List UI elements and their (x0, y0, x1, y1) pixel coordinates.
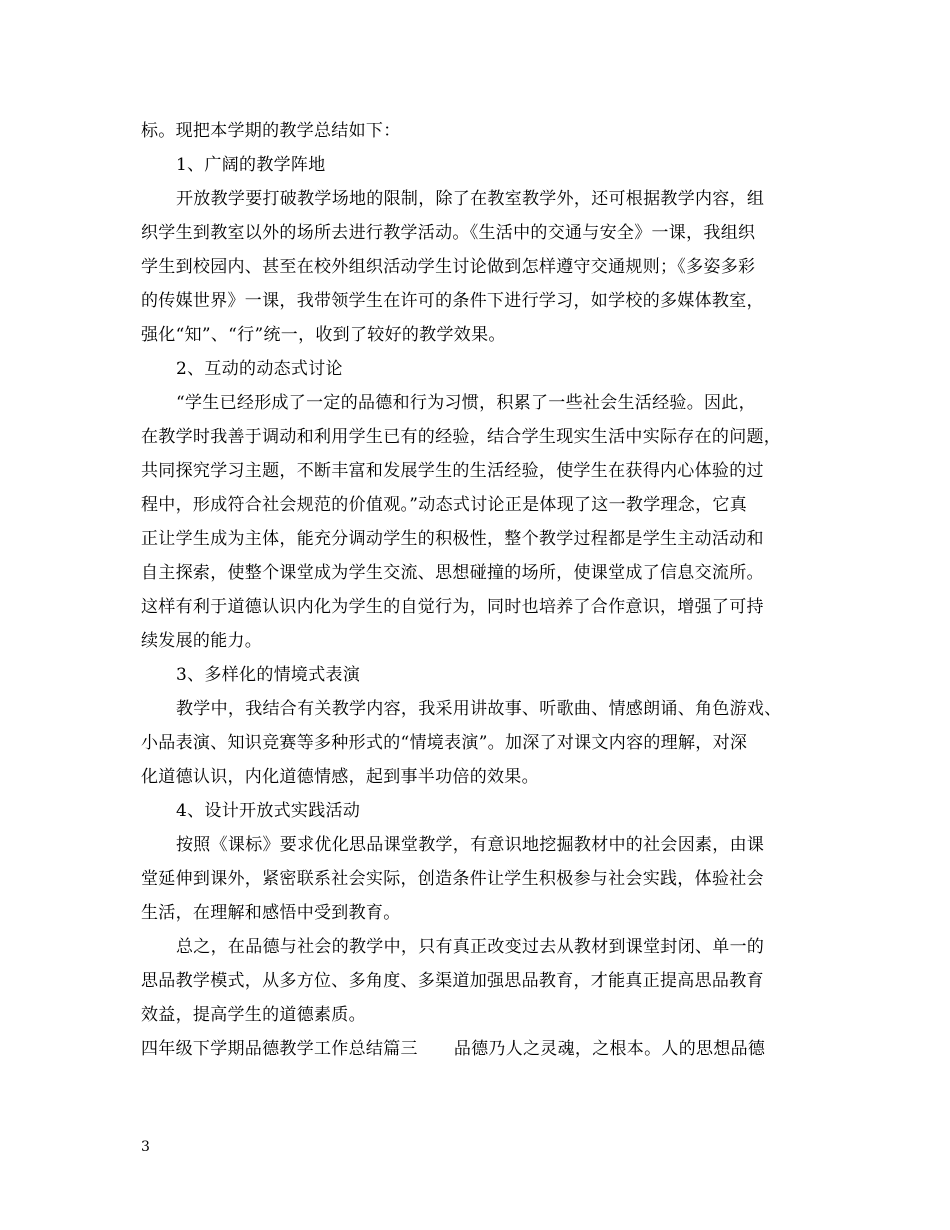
text-line: 堂延伸到课外，紧密联系社会实际，创造条件让学生积极参与社会实践，体验社会 (141, 869, 764, 889)
text-line: “学生已经形成了一定的品德和行为习惯，积累了一些社会生活经验。因此， (176, 393, 756, 413)
document-body (141, 114, 831, 1066)
section-heading-3: 3、多样化的情境式表演 (176, 665, 361, 685)
section-heading-4: 4、设计开放式实践活动 (176, 801, 361, 821)
text-line: 按照《课标》要求优化思品课堂教学，有意识地挖掘教材中的社会因素，由课 (176, 835, 765, 855)
text-line: 的传媒世界》一课，我带领学生在许可的条件下进行学习，如学校的多媒体教室， (141, 291, 764, 311)
text-line: 自主探索，使整个课堂成为学生交流、思想碰撞的场所，使课堂成了信息交流所。 (141, 563, 764, 583)
text-line: 总之，在品德与社会的教学中，只有真正改变过去从教材到课堂封闭、单一的 (176, 937, 765, 957)
text-line: 在教学时我善于调动和利用学生已有的经验，结合学生现实生活中实际存在的问题， (141, 427, 782, 447)
text-line: 小品表演、知识竞赛等多种形式的“情境表演”。加深了对课文内容的理解，对深 (141, 733, 748, 753)
text-line: 正让学生成为主体，能充分调动学生的积极性，整个教学过程都是学生主动活动和 (141, 529, 764, 549)
page-number: 3 (141, 1139, 150, 1155)
text-line: 标。现把本学期的教学总结如下： (141, 121, 401, 141)
text-line: 这样有利于道德认识内化为学生的自觉行为，同时也培养了合作意识，增强了可持 (141, 597, 764, 617)
text-line: 效益，提高学生的道德素质。 (141, 1005, 366, 1025)
final-line (141, 1032, 831, 1066)
text-line: 化道德认识，内化道德情感，起到事半功倍的效果。 (141, 767, 539, 787)
text-line: 开放教学要打破教学场地的限制，除了在教室教学外，还可根据教学内容，组 (176, 189, 765, 209)
text-line: 程中，形成符合社会规范的价值观。”动态式讨论正是体现了这一教学理念，它真 (141, 495, 747, 515)
section-heading-1: 1、广阔的教学阵地 (176, 155, 326, 175)
text-line: 织学生到教室以外的场所去进行教学活动。《生活中的交通与安全》一课，我组织 (141, 223, 756, 243)
section-heading-2: 2、互动的动态式讨论 (176, 359, 343, 379)
text-line: 教学中，我结合有关教学内容，我采用讲故事、听歌曲、情感朗诵、角色游戏、 (176, 699, 782, 719)
section-title: 四年级下学期品德教学工作总结篇三 (141, 1039, 418, 1059)
text-line: 共同探究学习主题，不断丰富和发展学生的生活经验，使学生在获得内心体验的过 (141, 461, 764, 481)
text-line: 思品教学模式，从多方位、多角度、多渠道加强思品教育，才能真正提高思品教育 (141, 971, 764, 991)
text-line: 续发展的能力。 (141, 631, 263, 651)
text-line: 生活，在理解和感悟中受到教育。 (141, 903, 401, 923)
text-line: 学生到校园内、甚至在校外组织活动学生讨论做到怎样遵守交通规则；《多姿多彩 (141, 257, 756, 277)
section-intro-text: 品德乃人之灵魂，之根本。人的思想品德 (453, 1039, 766, 1059)
text-line: 强化“知”、“行”统一，收到了较好的教学效果。 (141, 325, 506, 345)
